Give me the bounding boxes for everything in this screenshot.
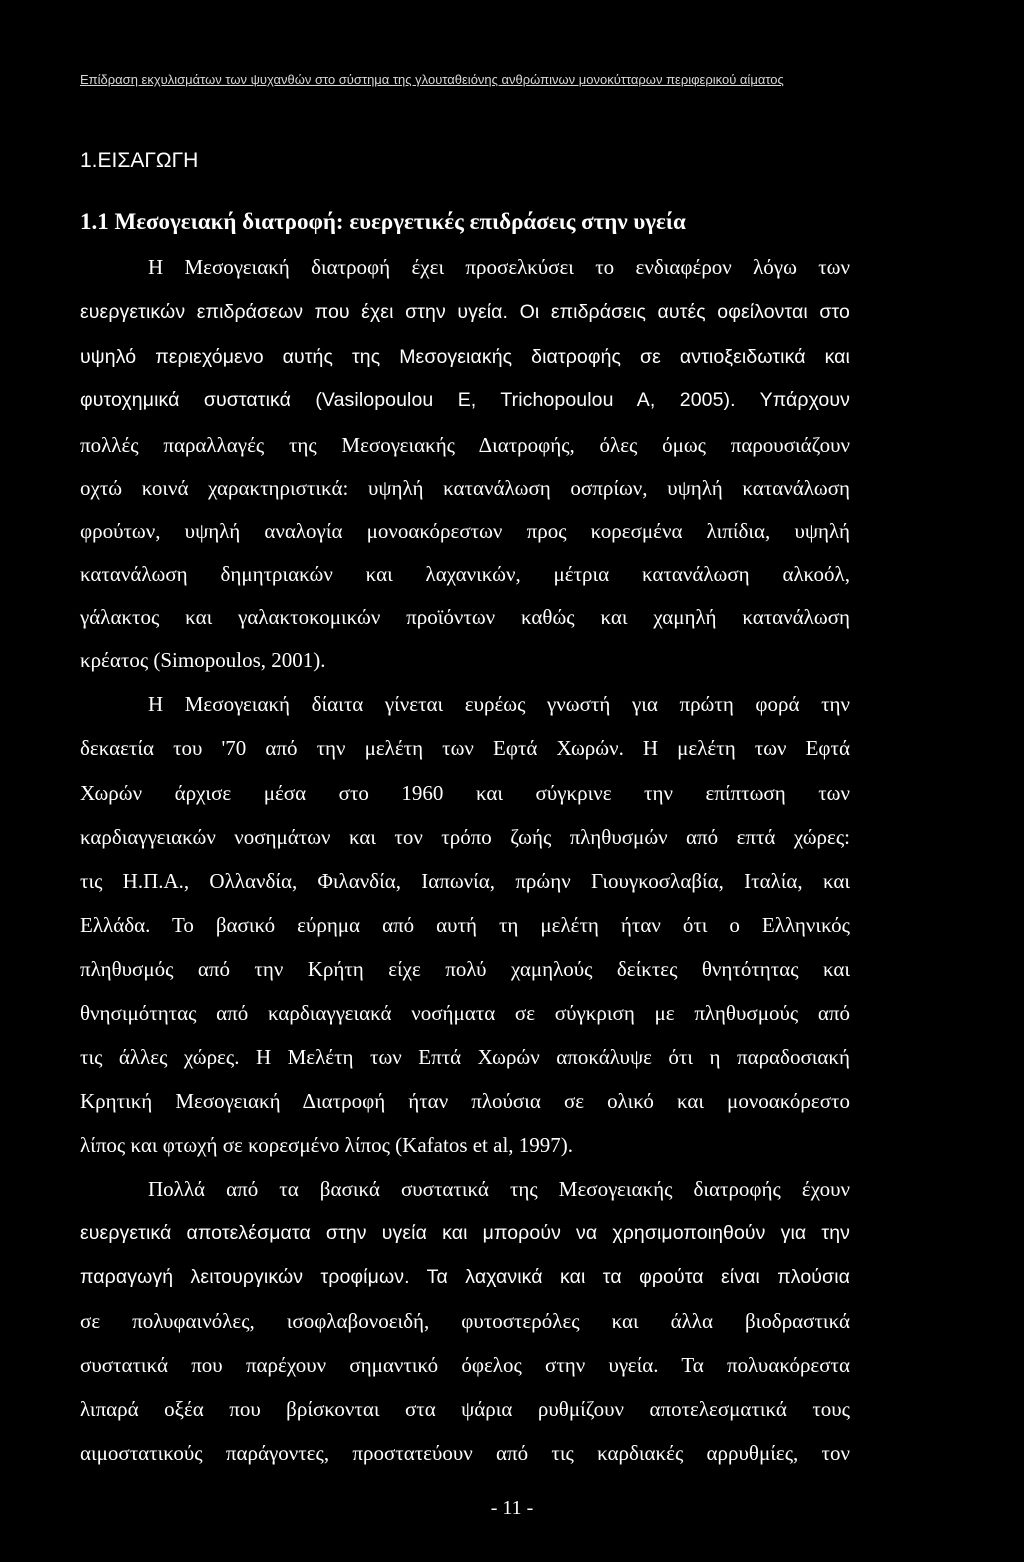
- text-line: Η Μεσογειακή διατροφή έχει προσελκύσει το ενδιαφέρον λόγω των: [148, 255, 850, 279]
- text-line: Ελλάδα. Το βασικό εύρημα από αυτή τη μελέτη ήταν ότι ο Ελληνικός: [80, 913, 850, 937]
- text-line: καρδιαγγειακών νοσημάτων και τον τρόπο ζωής πληθυσμών από επτά χώρες:: [80, 825, 850, 849]
- page-number: - 11 -: [490, 1497, 534, 1519]
- text-line: θνησιμότητας από καρδιαγγειακά νοσήματα σε σύγκριση με πληθυσμούς από: [80, 1001, 850, 1025]
- running-header: Επίδραση εκχυλισμάτων των ψυχανθών στο σύστημα της γλουταθειόνης ανθρώπινων μονοκύτταρων περιφερικού αίματος: [80, 72, 784, 87]
- text-line: τις Η.Π.Α., Ολλανδία, Φιλανδία, Ιαπωνία, πρώην Γιουγκοσλαβία, Ιταλία, και: [80, 869, 850, 893]
- text-line: κρέατος (Simopoulos, 2001).: [80, 648, 326, 672]
- text-line: Κρητική Μεσογειακή Διατροφή ήταν πλούσια σε ολικό και μονοακόρεστο: [80, 1089, 850, 1113]
- section-title: 1.1 Μεσογειακή διατροφή: ευεργετικές επιδράσεις στην υγεία: [80, 209, 686, 234]
- text-line: Η Μεσογειακή δίαιτα γίνεται ευρέως γνωστή για πρώτη φορά την: [148, 692, 850, 716]
- chapter-title: 1.ΕΙΣΑΓΩΓΗ: [80, 149, 199, 172]
- text-line: τις άλλες χώρες. Η Μελέτη των Επτά Χωρών αποκάλυψε ότι η παραδοσιακή: [80, 1045, 850, 1069]
- text-line: κατανάλωση δημητριακών και λαχανικών, μέτρια κατανάλωση αλκοόλ,: [80, 562, 850, 586]
- text-line: συστατικά που παρέχουν σημαντικό όφελος στην υγεία. Τα πολυακόρεστα: [80, 1353, 850, 1377]
- text-line: ευεργετικά αποτελέσματα στην υγεία και μπορούν να χρησιμοποιηθούν για την: [80, 1222, 850, 1244]
- text-line: πολλές παραλλαγές της Μεσογειακής Διατροφής, όλες όμως παρουσιάζουν: [80, 433, 850, 457]
- text-line: ευεργετικών επιδράσεων που έχει στην υγεία. Οι επιδράσεις αυτές οφείλονται στο: [80, 301, 850, 323]
- text-line: Πολλά από τα βασικά συστατικά της Μεσογειακής διατροφής έχουν: [148, 1177, 850, 1201]
- text-line: υψηλό περιεχόμενο αυτής της Μεσογειακής διατροφής σε αντιοξειδωτικά και: [80, 346, 850, 368]
- text-line: δεκαετία του '70 από την μελέτη των Εφτά Χωρών. Η μελέτη των Εφτά: [80, 736, 850, 760]
- text-line: λιπαρά οξέα που βρίσκονται στα ψάρια ρυθμίζουν αποτελεσματικά τους: [80, 1397, 850, 1421]
- text-line: παραγωγή λειτουργικών τροφίμων. Τα λαχανικά και τα φρούτα είναι πλούσια: [80, 1266, 850, 1288]
- text-line: σε πολυφαινόλες, ισοφλαβονοειδή, φυτοστερόλες και άλλα βιοδραστικά: [80, 1309, 850, 1333]
- text-line: γάλακτος και γαλακτοκομικών προϊόντων καθώς και χαμηλή κατανάλωση: [80, 605, 850, 629]
- text-line: οχτώ κοινά χαρακτηριστικά: υψηλή κατανάλωση οσπρίων, υψηλή κατανάλωση: [80, 476, 850, 500]
- text-line: αιμοστατικούς παράγοντες, προστατεύουν από τις καρδιακές αρρυθμίες, τον: [80, 1441, 850, 1465]
- text-line: φρούτων, υψηλή αναλογία μονοακόρεστων προς κορεσμένα λιπίδια, υψηλή: [80, 519, 850, 543]
- text-line: φυτοχημικά συστατικά (Vasilopoulou E, Trichopoulou A, 2005). Υπάρχουν: [80, 389, 850, 411]
- text-line: πληθυσμός από την Κρήτη είχε πολύ χαμηλούς δείκτες θνητότητας και: [80, 957, 850, 981]
- text-line: λίπος και φτωχή σε κορεσμένο λίπος (Kafatos et al, 1997).: [80, 1133, 574, 1157]
- text-line: Χωρών άρχισε μέσα στο 1960 και σύγκρινε την επίπτωση των: [80, 781, 850, 805]
